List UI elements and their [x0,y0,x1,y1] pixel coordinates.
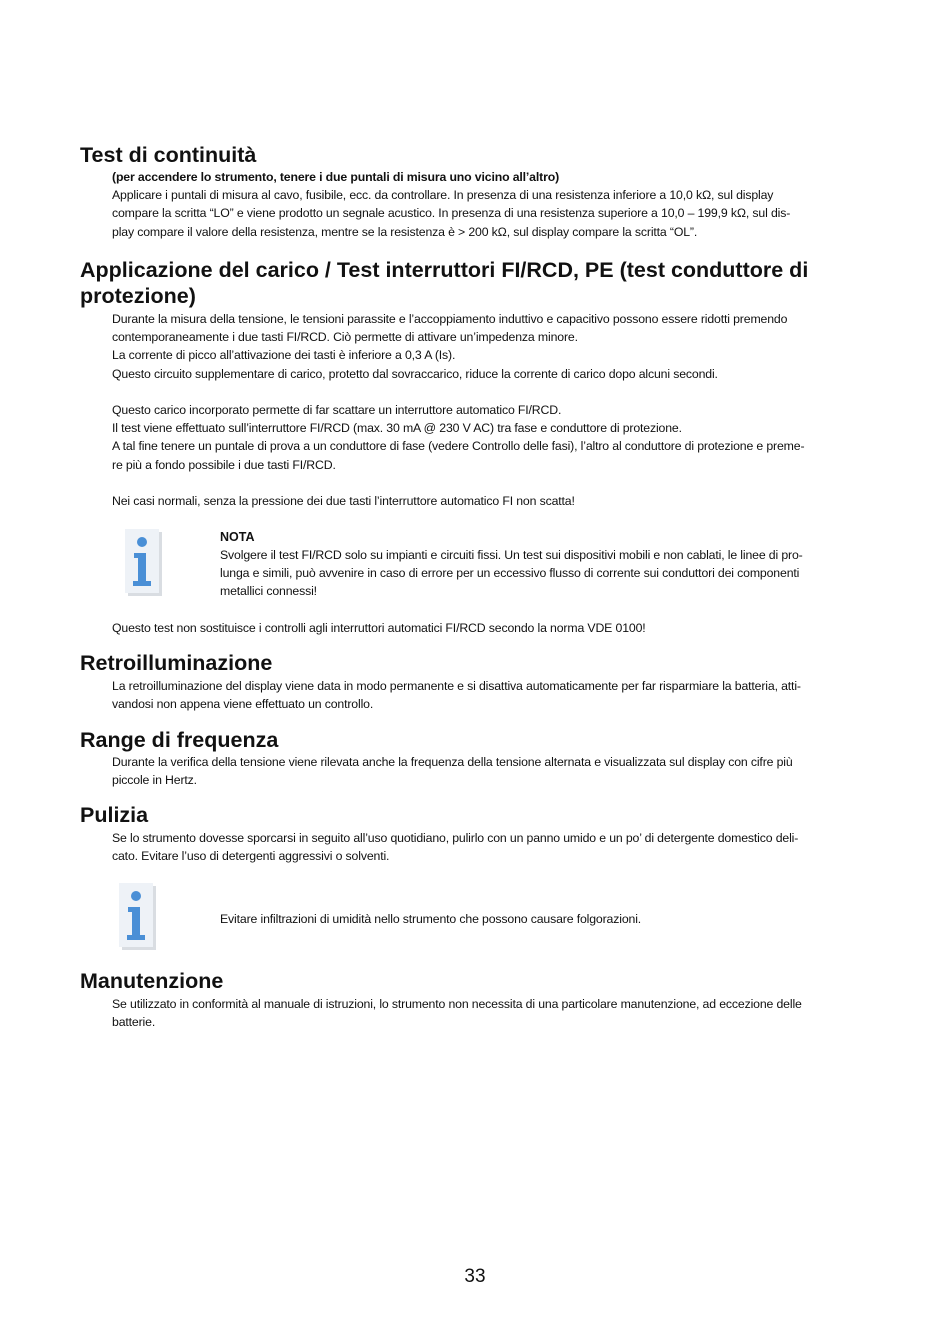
continuity-body [112,168,872,241]
heading-continuity: Test di continuità [80,143,257,167]
text-line: Questo test non sostituisce i controlli agli interruttori automatici FI/RCD secondo la norma VDE 0100! [112,621,646,635]
text-line: vandosi non appena viene effettuato un controllo. [112,697,374,712]
info-icon [118,882,158,952]
text-line: Nei casi normali, senza la pressione dei due tasti l’interruttore automatico FI non scatta! [112,494,575,508]
cleaning-note [220,910,870,928]
text-line: Durante la misura della tensione, le tensioni parassite e l’accoppiamento induttivo e capacitivo possono essere ridotti premendo [112,312,788,326]
text-line: piccole in Hertz. [112,773,197,788]
text-line: A tal fine tenere un puntale di prova a un conduttore di fase (vedere Controllo delle fasi), l’altro al conduttore di protezione e preme- [112,439,805,454]
note-body [220,546,870,601]
text-line: Evitare infiltrazioni di umidità nello strumento che possono causare folgorazioni. [220,912,642,926]
text-line: Svolgere il test FI/RCD solo su impianti e circuiti fissi. Un test sui dispositivi mobili e non cablati, le linee di pro- [220,548,803,562]
text-line: La retroilluminazione del display viene data in modo permanente e si disattiva automaticamente per far risparmiare la batteria, atti- [112,679,801,693]
maintenance-body [112,995,872,1031]
text-line: Se utilizzato in conformità al manuale di istruzioni, lo strumento non necessita di una particolare manutenzione, ad eccezione delle [112,997,802,1011]
text-line: re più a fondo possibile i due tasti FI/RCD. [112,457,336,472]
heading-line: Applicazione del carico / Test interruttori FI/RCD, PE (test conduttore di [80,258,809,282]
note-title: NOTA [220,530,255,544]
text-line: play compare il valore della resistenza, mentre se la resistenza è > 200 kΩ, sul display compare la scritta “OL”. [112,224,698,239]
load-block-3 [112,492,872,510]
continuity-subtitle: (per accendere lo strumento, tenere i due puntali di misura uno vicino all’altro) [112,170,560,184]
text-line: lunga e simili, può avvenire in caso di errore per un eccessivo flusso di corrente sui conduttori dei componenti [220,566,800,581]
heading-backlight: Retroilluminazione [80,651,273,675]
load-block-1 [112,310,872,383]
heading-load-test [80,257,880,309]
text-line: compare la scritta “LO” e viene prodotto un segnale acustico. In presenza di una resistenza superiore a 10,0 – 199,9 kΩ, sul dis- [112,206,791,221]
text-line: metallici connessi! [220,584,317,599]
text-line: Applicare i puntali di misura al cavo, fusibile, ecc. da controllare. In presenza di una resistenza inferiore a 10,0 kΩ, sul display [112,188,774,203]
info-icon [124,528,164,598]
text-line: Durante la verifica della tensione viene rilevata anche la frequenza della tensione alternata e visualizzata sul display con cifre più [112,755,793,769]
text-line: batterie. [112,1015,156,1030]
load-block-2 [112,401,872,474]
text-line: La corrente di picco all’attivazione dei tasti è inferiore a 0,3 A (Is). [112,348,456,363]
heading-frequency: Range di frequenza [80,728,279,752]
backlight-body [112,677,872,713]
heading-cleaning: Pulizia [80,803,149,827]
heading-line: protezione) [80,284,196,308]
text-line: contemporaneamente i due tasti FI/RCD. Ciò permette di attivare un’impedenza minore. [112,330,578,345]
load-block-4 [112,619,872,637]
frequency-body [112,753,872,789]
text-line: cato. Evitare l’uso di detergenti aggressivi o solventi. [112,849,390,864]
text-line: Se lo strumento dovesse sporcarsi in seguito all’uso quotidiano, pulirlo con un panno umido e un po’ di detergente domestico deli- [112,831,799,845]
cleaning-body [112,829,872,865]
heading-maintenance: Manutenzione [80,969,224,993]
text-line: Questo carico incorporato permette di far scattare un interruttore automatico FI/RCD. [112,403,562,417]
page-number: 33 [464,1266,486,1287]
text-line: Il test viene effettuato sull’interruttore FI/RCD (max. 30 mA @ 230 V AC) tra fase e conduttore di protezione. [112,421,682,436]
text-line: Questo circuito supplementare di carico, protetto dal sovraccarico, riduce la corrente di carico dopo alcuni secondi. [112,366,718,381]
